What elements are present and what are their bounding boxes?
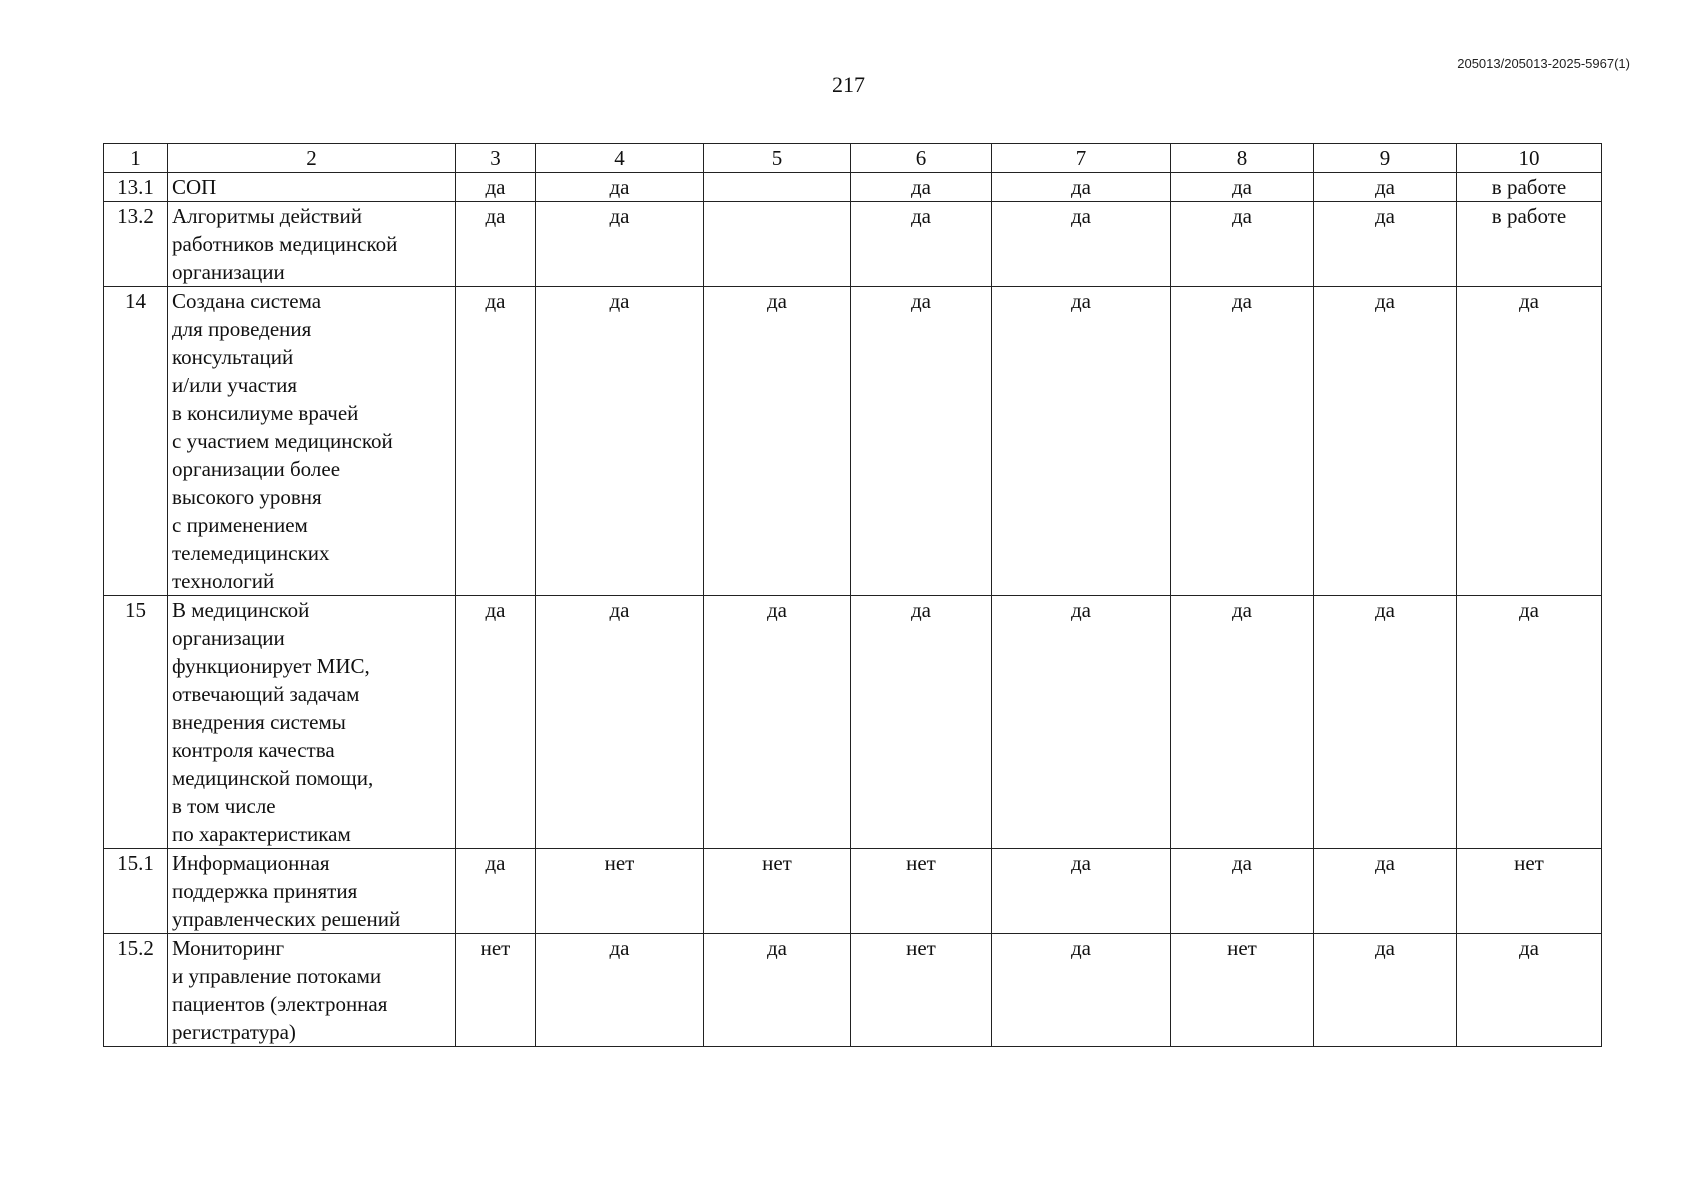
description-line: регистратура) bbox=[172, 1020, 296, 1044]
header-cell-3: 3 bbox=[456, 144, 536, 173]
table-row bbox=[104, 934, 1602, 1047]
row-description bbox=[168, 173, 456, 202]
value-cell-col-6: да bbox=[851, 287, 992, 596]
value-cell-col-3: да bbox=[456, 202, 536, 287]
description-line: в консилиуме врачей bbox=[172, 401, 359, 425]
value-cell-col-6: да bbox=[851, 596, 992, 849]
description-line: управленческих решений bbox=[172, 907, 401, 931]
document-id: 205013/205013-2025-5967(1) bbox=[1457, 56, 1630, 71]
header-cell-2: 2 bbox=[168, 144, 456, 173]
description-line: телемедицинских bbox=[172, 541, 330, 565]
value-cell-col-8: да bbox=[1171, 287, 1314, 596]
description-line: и/или участия bbox=[172, 373, 298, 397]
row-description bbox=[168, 934, 456, 1047]
description-line: Мониторинг bbox=[172, 936, 285, 960]
table-row bbox=[104, 849, 1602, 934]
value-cell-col-7: да bbox=[992, 596, 1171, 849]
value-cell-col-6: да bbox=[851, 202, 992, 287]
data-table bbox=[103, 143, 1602, 1047]
value-cell-col-4: нет bbox=[536, 849, 704, 934]
value-cell-col-9: да bbox=[1314, 202, 1457, 287]
description-line: и управление потоками bbox=[172, 964, 382, 988]
table-row bbox=[104, 173, 1602, 202]
value-cell-col-8: да bbox=[1171, 173, 1314, 202]
row-number: 15.2 bbox=[104, 934, 168, 1047]
value-cell-col-7: да bbox=[992, 287, 1171, 596]
page-number: 217 bbox=[832, 72, 865, 97]
header-cell-5: 5 bbox=[704, 144, 851, 173]
header-cell-10: 10 bbox=[1457, 144, 1602, 173]
value-cell-col-4: да bbox=[536, 287, 704, 596]
description-line: организации bbox=[172, 260, 285, 284]
header-cell-6: 6 bbox=[851, 144, 992, 173]
value-cell-col-10: в работе bbox=[1457, 173, 1602, 202]
value-cell-col-5: да bbox=[704, 934, 851, 1047]
value-cell-col-4: да bbox=[536, 202, 704, 287]
header-cell-1: 1 bbox=[104, 144, 168, 173]
row-description bbox=[168, 287, 456, 596]
value-cell-col-3: да bbox=[456, 173, 536, 202]
value-cell-col-10: нет bbox=[1457, 849, 1602, 934]
description-line: СОП bbox=[172, 175, 217, 199]
header-cell-7: 7 bbox=[992, 144, 1171, 173]
value-cell-col-5 bbox=[704, 202, 851, 287]
value-cell-col-5: да bbox=[704, 596, 851, 849]
description-line: консультаций bbox=[172, 345, 294, 369]
description-line: отвечающий задачам bbox=[172, 682, 360, 706]
value-cell-col-9: да bbox=[1314, 287, 1457, 596]
value-cell-col-9: да bbox=[1314, 173, 1457, 202]
value-cell-col-8: нет bbox=[1171, 934, 1314, 1047]
description-line: организации bbox=[172, 626, 285, 650]
row-number: 15.1 bbox=[104, 849, 168, 934]
value-cell-col-7: да bbox=[992, 849, 1171, 934]
header-cell-9: 9 bbox=[1314, 144, 1457, 173]
value-cell-col-7: да bbox=[992, 202, 1171, 287]
value-cell-col-5: да bbox=[704, 287, 851, 596]
description-line: с применением bbox=[172, 513, 308, 537]
description-line: контроля качества bbox=[172, 738, 335, 762]
value-cell-col-6: нет bbox=[851, 849, 992, 934]
value-cell-col-3: да bbox=[456, 849, 536, 934]
row-number: 15 bbox=[104, 596, 168, 849]
value-cell-col-9: да bbox=[1314, 849, 1457, 934]
description-line: с участием медицинской bbox=[172, 429, 393, 453]
description-line: В медицинской bbox=[172, 598, 310, 622]
value-cell-col-9: да bbox=[1314, 934, 1457, 1047]
value-cell-col-8: да bbox=[1171, 202, 1314, 287]
value-cell-col-10: да bbox=[1457, 287, 1602, 596]
value-cell-col-3: да bbox=[456, 596, 536, 849]
value-cell-col-6: да bbox=[851, 173, 992, 202]
value-cell-col-8: да bbox=[1171, 596, 1314, 849]
value-cell-col-10: да bbox=[1457, 934, 1602, 1047]
description-line: в том числе bbox=[172, 794, 276, 818]
value-cell-col-6: нет bbox=[851, 934, 992, 1047]
description-line: технологий bbox=[172, 569, 275, 593]
row-number: 14 bbox=[104, 287, 168, 596]
row-description bbox=[168, 596, 456, 849]
description-line: для проведения bbox=[172, 317, 312, 341]
row-number: 13.1 bbox=[104, 173, 168, 202]
description-line: медицинской помощи, bbox=[172, 766, 374, 790]
description-line: Информационная bbox=[172, 851, 330, 875]
description-line: работников медицинской bbox=[172, 232, 398, 256]
value-cell-col-5: нет bbox=[704, 849, 851, 934]
value-cell-col-7: да bbox=[992, 173, 1171, 202]
table-row bbox=[104, 287, 1602, 596]
description-line: по характеристикам bbox=[172, 822, 351, 846]
description-line: пациентов (электронная bbox=[172, 992, 388, 1016]
value-cell-col-10: в работе bbox=[1457, 202, 1602, 287]
row-description bbox=[168, 202, 456, 287]
table-body bbox=[104, 144, 1602, 1047]
description-line: внедрения системы bbox=[172, 710, 346, 734]
value-cell-col-7: да bbox=[992, 934, 1171, 1047]
description-line: Создана система bbox=[172, 289, 322, 313]
value-cell-col-8: да bbox=[1171, 849, 1314, 934]
value-cell-col-4: да bbox=[536, 596, 704, 849]
value-cell-col-4: да bbox=[536, 934, 704, 1047]
value-cell-col-3: да bbox=[456, 287, 536, 596]
value-cell-col-3: нет bbox=[456, 934, 536, 1047]
table-row bbox=[104, 596, 1602, 849]
value-cell-col-4: да bbox=[536, 173, 704, 202]
value-cell-col-9: да bbox=[1314, 596, 1457, 849]
description-line: поддержка принятия bbox=[172, 879, 358, 903]
row-number: 13.2 bbox=[104, 202, 168, 287]
value-cell-col-10: да bbox=[1457, 596, 1602, 849]
table-row bbox=[104, 202, 1602, 287]
row-description bbox=[168, 849, 456, 934]
description-line: функционирует МИС, bbox=[172, 654, 370, 678]
description-line: высокого уровня bbox=[172, 485, 322, 509]
description-line: Алгоритмы действий bbox=[172, 204, 362, 228]
header-cell-4: 4 bbox=[536, 144, 704, 173]
header-row bbox=[104, 144, 1602, 173]
description-line: организации более bbox=[172, 457, 341, 481]
header-cell-8: 8 bbox=[1171, 144, 1314, 173]
value-cell-col-5 bbox=[704, 173, 851, 202]
